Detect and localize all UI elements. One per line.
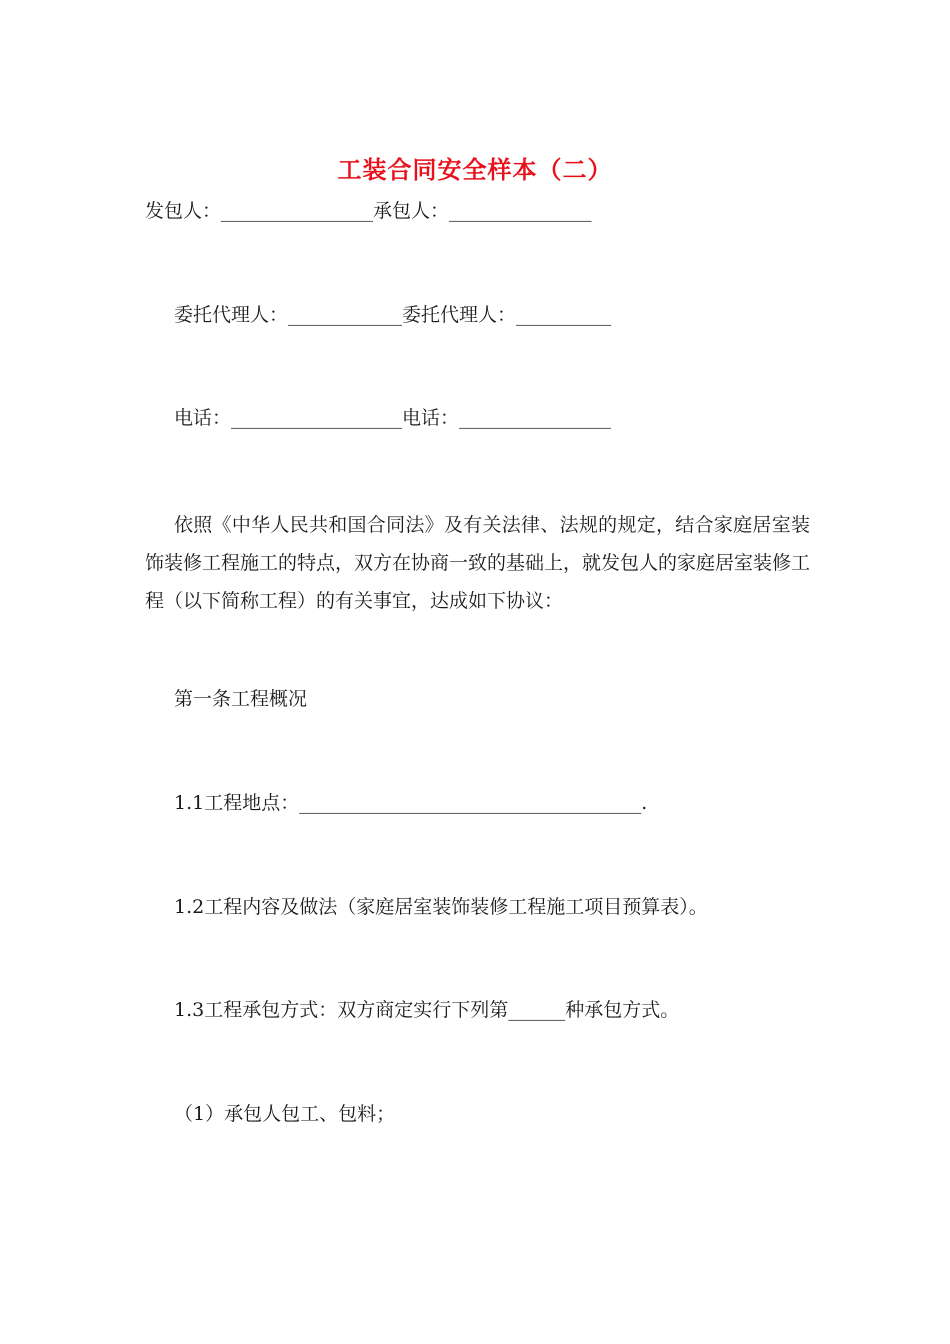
agents-line: 委托代理人：____________委托代理人：__________: [174, 304, 612, 326]
phones-line: 电话：__________________电话：________________: [174, 407, 612, 429]
intro-paragraph: 依照《中华人民共和国合同法》及有关法律、法规的规定，结合家庭居室装饰装修工程施工的特点，双方在协商一致的基础上，就发包人的家庭居室装修工程（以下简称工程）的有关事宜，达成如下协议：: [145, 514, 811, 612]
item-1-1: 1.1工程地点：____________________________________.: [174, 792, 648, 814]
option-1: （1）承包人包工、包料；: [174, 1103, 396, 1125]
document-title: 工装合同安全样本（二）: [337, 155, 613, 184]
parties-line: 发包人：________________承包人：_______________: [145, 200, 592, 222]
item-1-3: 1.3工程承包方式：双方商定实行下列第______种承包方式。: [174, 999, 680, 1021]
article-1-heading: 第一条工程概况: [174, 688, 308, 710]
item-1-2: 1.2工程内容及做法（家庭居室装饰装修工程施工项目预算表）。: [174, 896, 708, 918]
